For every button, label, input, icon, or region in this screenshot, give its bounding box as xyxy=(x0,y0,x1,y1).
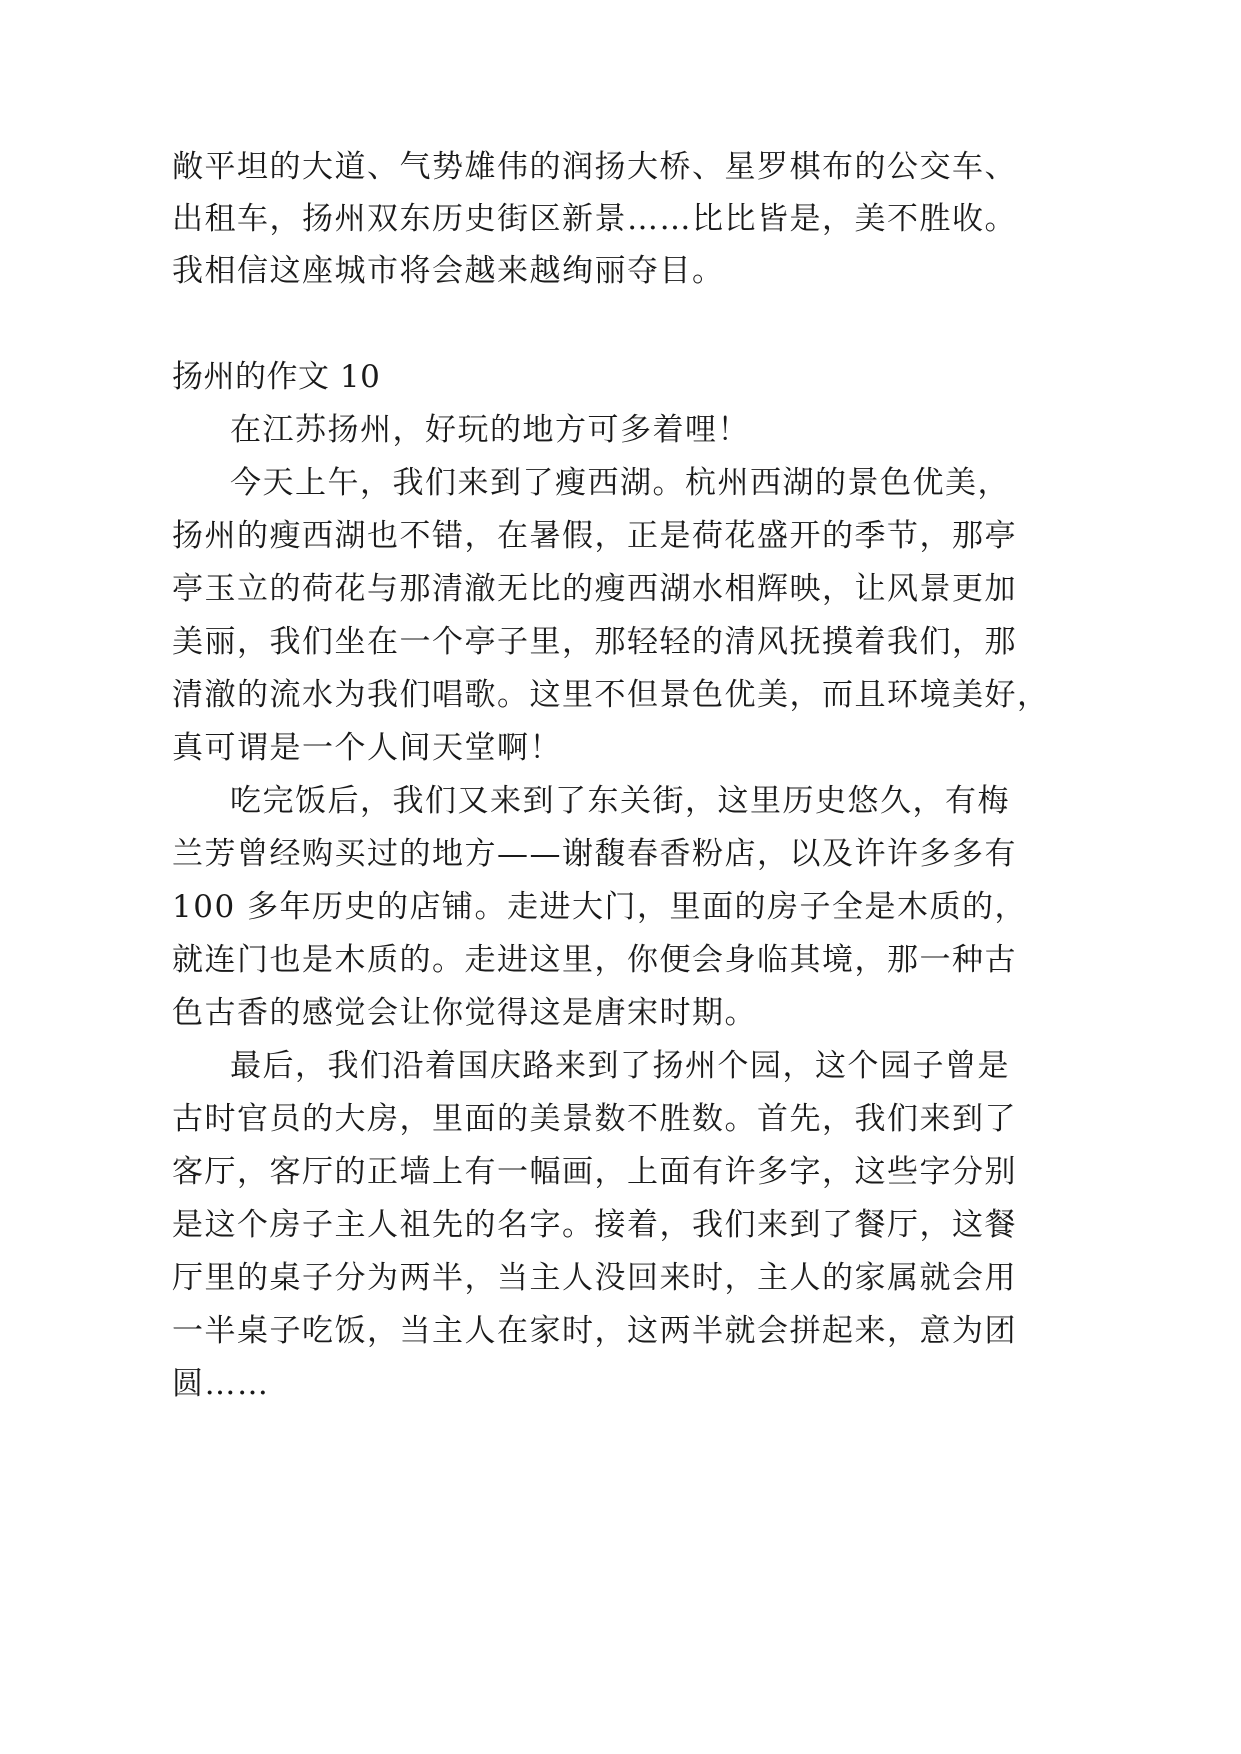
paragraph-4-line-3: 客厅，客厅的正墙上有一幅画，上面有许多字，这些字分别 xyxy=(172,1154,1017,1190)
paragraph-3-line-3: 100 多年历史的店铺。走进大门，里面的房子全是木质的， xyxy=(172,889,1028,925)
paragraph-2-line-5: 清澈的流水为我们唱歌。这里不但景色优美，而且环境美好， xyxy=(172,677,1050,713)
paragraph-2-line-6: 真可谓是一个人间天堂啊！ xyxy=(172,730,562,766)
paragraph-4-line-1: 最后，我们沿着国庆路来到了扬州个园，这个园子曾是 xyxy=(230,1048,1010,1084)
paragraph-3-line-4: 就连门也是木质的。走进这里，你便会身临其境，那一种古 xyxy=(172,942,1017,978)
paragraph-4-line-4: 是这个房子主人祖先的名字。接着，我们来到了餐厅，这餐 xyxy=(172,1207,1017,1243)
paragraph-3-line-1: 吃完饭后，我们又来到了东关街，这里历史悠久，有梅 xyxy=(230,783,1010,819)
paragraph-2-line-1: 今天上午，我们来到了瘦西湖。杭州西湖的景色优美， xyxy=(230,465,1010,501)
continued-line-3: 我相信这座城市将会越来越绚丽夺目。 xyxy=(172,253,725,289)
paragraph-1-line-1: 在江苏扬州，好玩的地方可多着哩！ xyxy=(230,412,750,448)
paragraph-4-line-2: 古时官员的大房，里面的美景数不胜数。首先，我们来到了 xyxy=(172,1101,1017,1137)
paragraph-2-line-3: 亭玉立的荷花与那清澈无比的瘦西湖水相辉映，让风景更加 xyxy=(172,571,1017,607)
continued-line-2: 出租车，扬州双东历史街区新景……比比皆是，美不胜收。 xyxy=(172,201,1017,237)
paragraph-4-line-6: 一半桌子吃饭，当主人在家时，这两半就会拼起来，意为团 xyxy=(172,1313,1017,1349)
paragraph-3-line-5: 色古香的感觉会让你觉得这是唐宋时期。 xyxy=(172,995,757,1031)
paragraph-2-line-2: 扬州的瘦西湖也不错，在暑假，正是荷花盛开的季节，那亭 xyxy=(172,518,1017,554)
section-heading: 扬州的作文 10 xyxy=(172,359,381,395)
paragraph-3-line-2: 兰芳曾经购买过的地方——谢馥春香粉店，以及许许多多有 xyxy=(172,836,1017,872)
paragraph-2-line-4: 美丽，我们坐在一个亭子里，那轻轻的清风抚摸着我们，那 xyxy=(172,624,1017,660)
continued-line-1: 敞平坦的大道、气势雄伟的润扬大桥、星罗棋布的公交车、 xyxy=(172,149,1017,185)
paragraph-4-line-7: 圆…… xyxy=(172,1366,270,1402)
paragraph-4-line-5: 厅里的桌子分为两半，当主人没回来时，主人的家属就会用 xyxy=(172,1260,1017,1296)
